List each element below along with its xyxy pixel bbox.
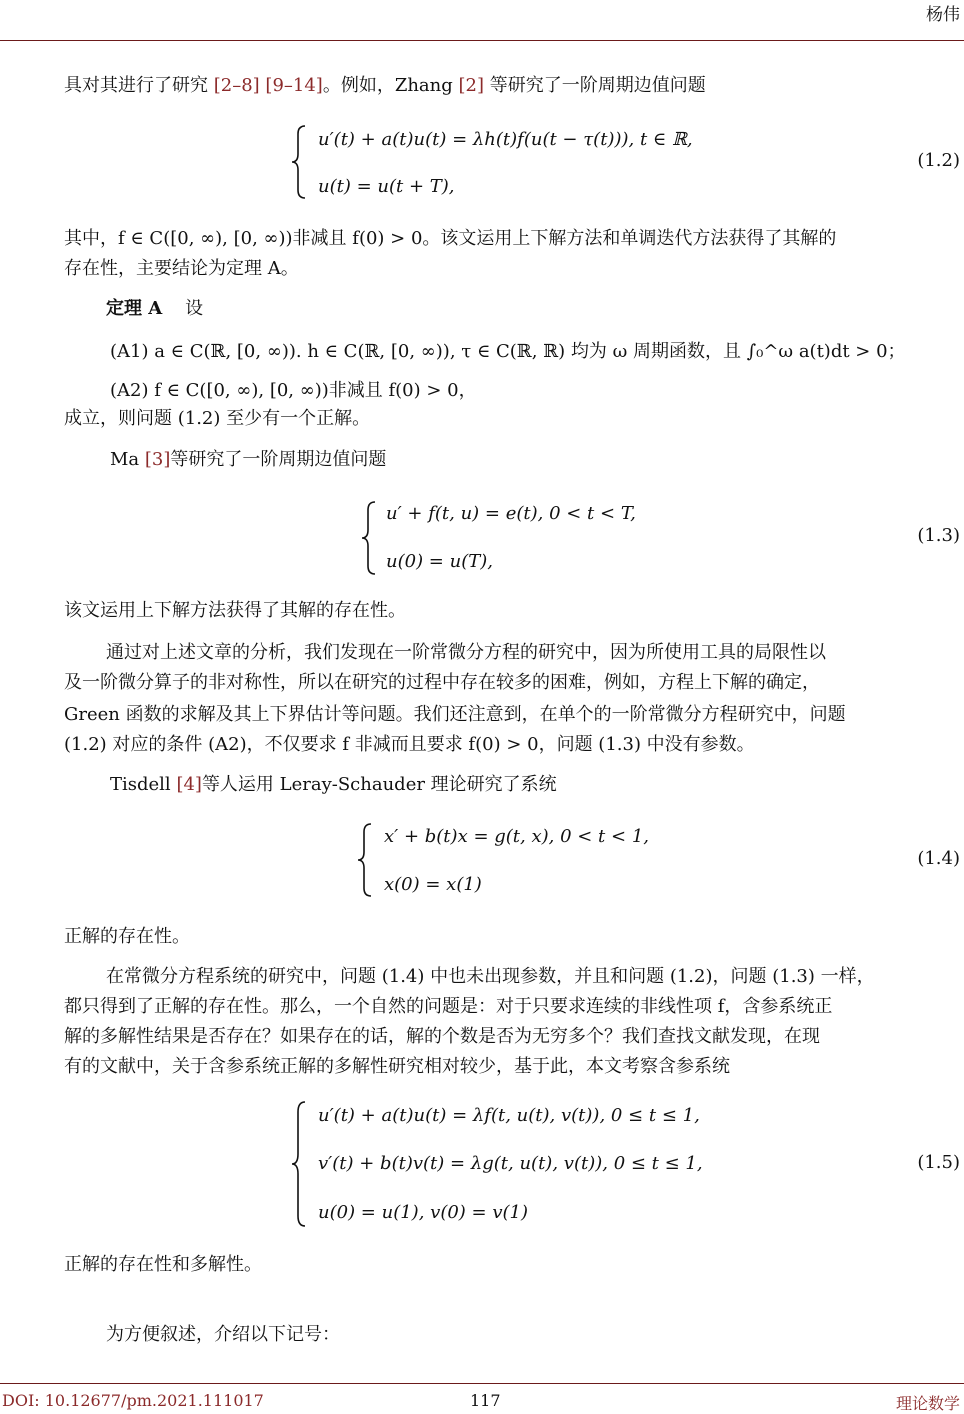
paragraph-line: 其中，f ∈ C([0, ∞), [0, ∞))非减且 f(0) > 0。该文运用上下解方法和单调迭代方法获得了其解的 [64, 228, 837, 249]
theorem-condition-a1: (A1) a ∈ C(ℝ, [0, ∞)). h ∈ C(ℝ, [0, ∞)), τ ∈ C(ℝ, ℝ) 均为 ω 周期函数，且 ∫₀^ω a(t)dt > 0； [110, 341, 906, 362]
equation-row: u′ + f(t, u) = e(t), 0 < t < T, [386, 503, 636, 524]
footer-journal-link[interactable]: 理论数学 [895, 1394, 960, 1413]
citation-link[interactable]: [4] [176, 774, 202, 795]
equation-1-4 [356, 822, 756, 898]
text-segment: Tisdell [110, 774, 171, 795]
equation-row: u(t) = u(t + T), [318, 176, 455, 197]
paragraph-tisdell [110, 773, 557, 797]
citation-link[interactable]: [2] [458, 75, 485, 96]
footer-page-number: 117 [470, 1391, 501, 1410]
equation-number: (1.5) [917, 1152, 960, 1173]
paragraph-intro [64, 74, 706, 98]
text-segment: 具对其进行了研究 [64, 75, 208, 96]
paragraph-line: 在常微分方程系统的研究中，问题 (1.4) 中也未出现参数，并且和问题 (1.2)，问题 (1.3) 一样， [106, 966, 875, 987]
paragraph-line: 该文运用上下解方法获得了其解的存在性。 [64, 600, 406, 621]
header-author: 杨伟 [926, 5, 960, 25]
equation-1-3 [360, 500, 760, 576]
equation-row: x′ + b(t)x = g(t, x), 0 < t < 1, [384, 826, 649, 847]
paragraph-ma [110, 448, 386, 472]
paragraph-line: 通过对上述文章的分析，我们发现在一阶常微分方程的研究中，因为所使用工具的局限性以 [106, 642, 826, 663]
equation-row: v′(t) + b(t)v(t) = λg(t, u(t), v(t)), 0 ≤ t ≤ 1, [318, 1153, 703, 1174]
paragraph-line: 都只得到了正解的存在性。那么，一个自然的问题是：对于只要求连续的非线性项 f，含参系统正 [64, 996, 833, 1017]
left-brace-icon [360, 500, 378, 576]
footer-rule [0, 1383, 964, 1384]
equation-row: u(0) = u(1), v(0) = v(1) [318, 1202, 529, 1223]
left-brace-icon [290, 124, 308, 200]
theorem-intro: 设 [185, 298, 204, 319]
paragraph-line: 存在性，主要结论为定理 A。 [64, 258, 299, 279]
text-segment: 等研究了一阶周期边值问题 [489, 75, 706, 96]
left-brace-icon [356, 822, 374, 898]
theorem-conclusion: 成立，则问题 (1.2) 至少有一个正解。 [64, 408, 371, 429]
paragraph-line: 为方便叙述，介绍以下记号： [106, 1324, 340, 1345]
theorem-title: 定理 A [106, 298, 163, 319]
theorem-heading [106, 297, 203, 321]
paragraph-line: 有的文献中，关于含参系统正解的多解性研究相对较少，基于此，本文考察含参系统 [64, 1056, 730, 1077]
paragraph-line: (1.2) 对应的条件 (A2)，不仅要求 f 非减而且要求 f(0) > 0，问题 (1.3) 中没有参数。 [64, 734, 755, 755]
paragraph-line: 正解的存在性和多解性。 [64, 1254, 262, 1275]
equation-number: (1.4) [917, 848, 960, 869]
theorem-condition-a2: (A2) f ∈ C([0, ∞), [0, ∞))非减且 f(0) > 0， [110, 380, 477, 401]
equation-row: u′(t) + a(t)u(t) = λf(t, u(t), v(t)), 0 ≤ t ≤ 1, [318, 1105, 700, 1126]
header-rule [0, 40, 964, 41]
citation-link[interactable]: [2–8] [213, 75, 260, 96]
paragraph-line: 解的多解性结果是否存在？如果存在的话，解的个数是否为无穷多个？我们查找文献发现，在现 [64, 1026, 820, 1047]
equation-number: (1.2) [917, 150, 960, 171]
equation-row: x(0) = x(1) [384, 874, 482, 895]
equation-number: (1.3) [917, 525, 960, 546]
footer-doi-link[interactable]: DOI: 10.12677/pm.2021.111017 [2, 1391, 264, 1410]
equation-row: u(0) = u(T), [386, 551, 493, 572]
text-segment: Ma [110, 449, 140, 470]
citation-link[interactable]: [9–14] [265, 75, 323, 96]
text-segment: 等人运用 Leray-Schauder 理论研究了系统 [201, 774, 557, 795]
text-segment: 等研究了一阶周期边值问题 [170, 449, 387, 470]
citation-link[interactable]: [3] [144, 449, 171, 470]
equation-1-2 [290, 124, 790, 200]
paragraph-line: 及一阶微分算子的非对称性，所以在研究的过程中存在较多的困难，例如，方程上下解的确定， [64, 672, 820, 693]
text-segment: 。例如，Zhang [322, 75, 453, 96]
equation-1-5 [290, 1100, 790, 1228]
paragraph-line: 正解的存在性。 [64, 926, 190, 947]
paragraph-line: Green 函数的求解及其上下界估计等问题。我们还注意到，在单个的一阶常微分方程研究中，问题 [64, 704, 846, 725]
left-brace-icon [290, 1100, 308, 1228]
equation-row: u′(t) + a(t)u(t) = λh(t)f(u(t − τ(t))), t ∈ ℝ, [318, 129, 693, 150]
